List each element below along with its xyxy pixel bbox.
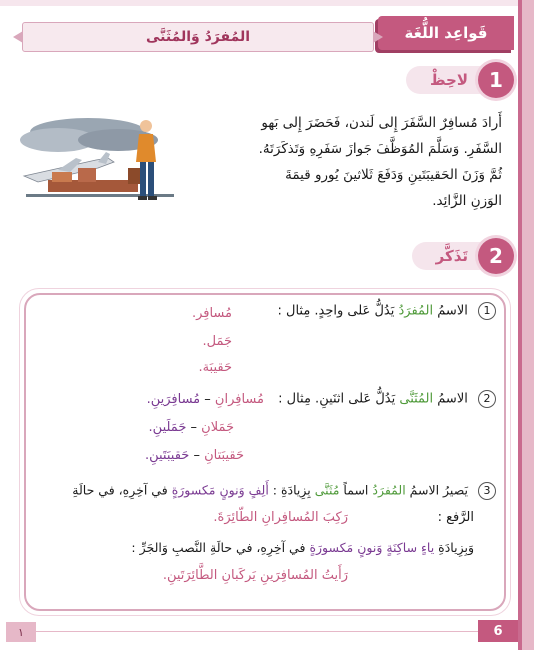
rule-text: الاسمُ [437, 303, 468, 319]
dual-accusative: حَقيبَتَينِ. [144, 448, 190, 463]
footer-divider [36, 631, 478, 632]
traveler-airport-illustration [18, 110, 182, 214]
rule-term: المُثَنَّى [399, 391, 434, 407]
rule-number: 3 [478, 482, 496, 500]
top-edge [0, 0, 518, 6]
dual-nominative: مُسافِرانِ [214, 392, 264, 407]
rule-text: اسماً [343, 482, 369, 498]
rule-number: 2 [478, 390, 496, 408]
observe-paragraph [182, 110, 502, 214]
dual-example-row [147, 392, 264, 407]
example-item: جَمَل. [202, 334, 232, 349]
rule-text: وَبِزِيادَةِ [438, 540, 474, 555]
topic-label: قَواعِد اللُّغَة [404, 24, 488, 42]
page-side-strip [518, 0, 534, 650]
rule-term: المُفرَدُ [398, 303, 434, 319]
accusative-example: رَأَيتُ المُسافِرَينِ يَركَبانِ الطَّائِرَتَينِ. [162, 568, 348, 583]
rule-text: يَصيرُ الاسمُ [409, 482, 469, 498]
example-item: مُسافِر. [191, 306, 232, 321]
rule-number: 1 [478, 302, 496, 320]
rule-2-line [278, 390, 496, 408]
rules-box [24, 293, 506, 611]
section-remember-header [412, 238, 514, 274]
paragraph-line: ثُمَّ وَزَنَ الحَقيبَتَينِ وَدَفَعَ ثَلاثينَ يُورو قيمَةَ [285, 167, 502, 183]
rule-text: يَدُلُّ عَلى اثنَينِ. مِثال : [278, 391, 396, 407]
rule-term: ياءٍ ساكِنَةٍ وَنونٍ مَكسورَةٍ [309, 540, 435, 555]
rule-text: يَدُلُّ عَلى واحِدٍ. مِثال : [277, 303, 395, 319]
section-observe-header [406, 62, 514, 98]
rule-3-line [72, 482, 496, 500]
dash: – [204, 392, 211, 407]
dual-accusative: مُسافِرَينِ. [146, 392, 201, 407]
rule-term: المُفرَدُ [372, 482, 406, 498]
lesson-title-text: المُفرَدُ وَالمُثَنَّى [145, 29, 251, 45]
dash: – [193, 448, 200, 463]
rule-text: في آخِرِهِ، في حالَةِ النَّصبِ وَالجَرِّ : [131, 540, 306, 555]
rule-text: بِزِيادَةِ : [272, 482, 311, 498]
paragraph-line: الوَزنِ الزَّائِد. [432, 193, 502, 209]
dual-nominative: حَقيبَتانِ [204, 448, 244, 463]
dual-example-row [145, 448, 244, 463]
paragraph-line: أَرادَ مُسافِرٌ السَّفَرَ إِلى لَندن، فَحَضَرَ إِلى بَهو [261, 115, 502, 131]
rule-text: الاسمُ [437, 391, 468, 407]
section-label: تَذَكَّر [412, 242, 490, 270]
paragraph-line: السَّفَرِ. وَسَلَّمَ المُوَظَّفَ جَوازَ سَفَرِهِ وَتَذكَرَتَهُ. [258, 141, 502, 157]
rule-term: مُثَنَّى [314, 482, 340, 498]
rule-3-accusative-line [131, 540, 474, 555]
dual-nominative: جَمَلانِ [201, 420, 234, 435]
rule-text: في آخِرِهِ، في حالَةِ [72, 482, 168, 498]
rule-term: أَلِفٍ وَنونٍ مَكسورَةٍ [171, 482, 269, 498]
example-item: حَقيبَة. [198, 360, 232, 375]
rule-1-line [277, 302, 496, 320]
dual-accusative: جَمَلَينِ. [148, 420, 187, 435]
nominative-label: الرَّفع : [437, 510, 474, 525]
dash: – [190, 420, 197, 435]
dual-example-row [149, 420, 234, 435]
section-number-badge: 1 [478, 62, 514, 98]
nominative-example: رَكِبَ المُسافِرانِ الطّائِرَةَ. [213, 510, 348, 525]
page-number-left: ١ [6, 622, 36, 642]
section-number-badge: 2 [478, 238, 514, 274]
section-label: لاحِظْ [406, 66, 490, 94]
lesson-title [22, 22, 374, 52]
page-number-right: 6 [478, 620, 518, 642]
topic-tab [378, 16, 514, 50]
